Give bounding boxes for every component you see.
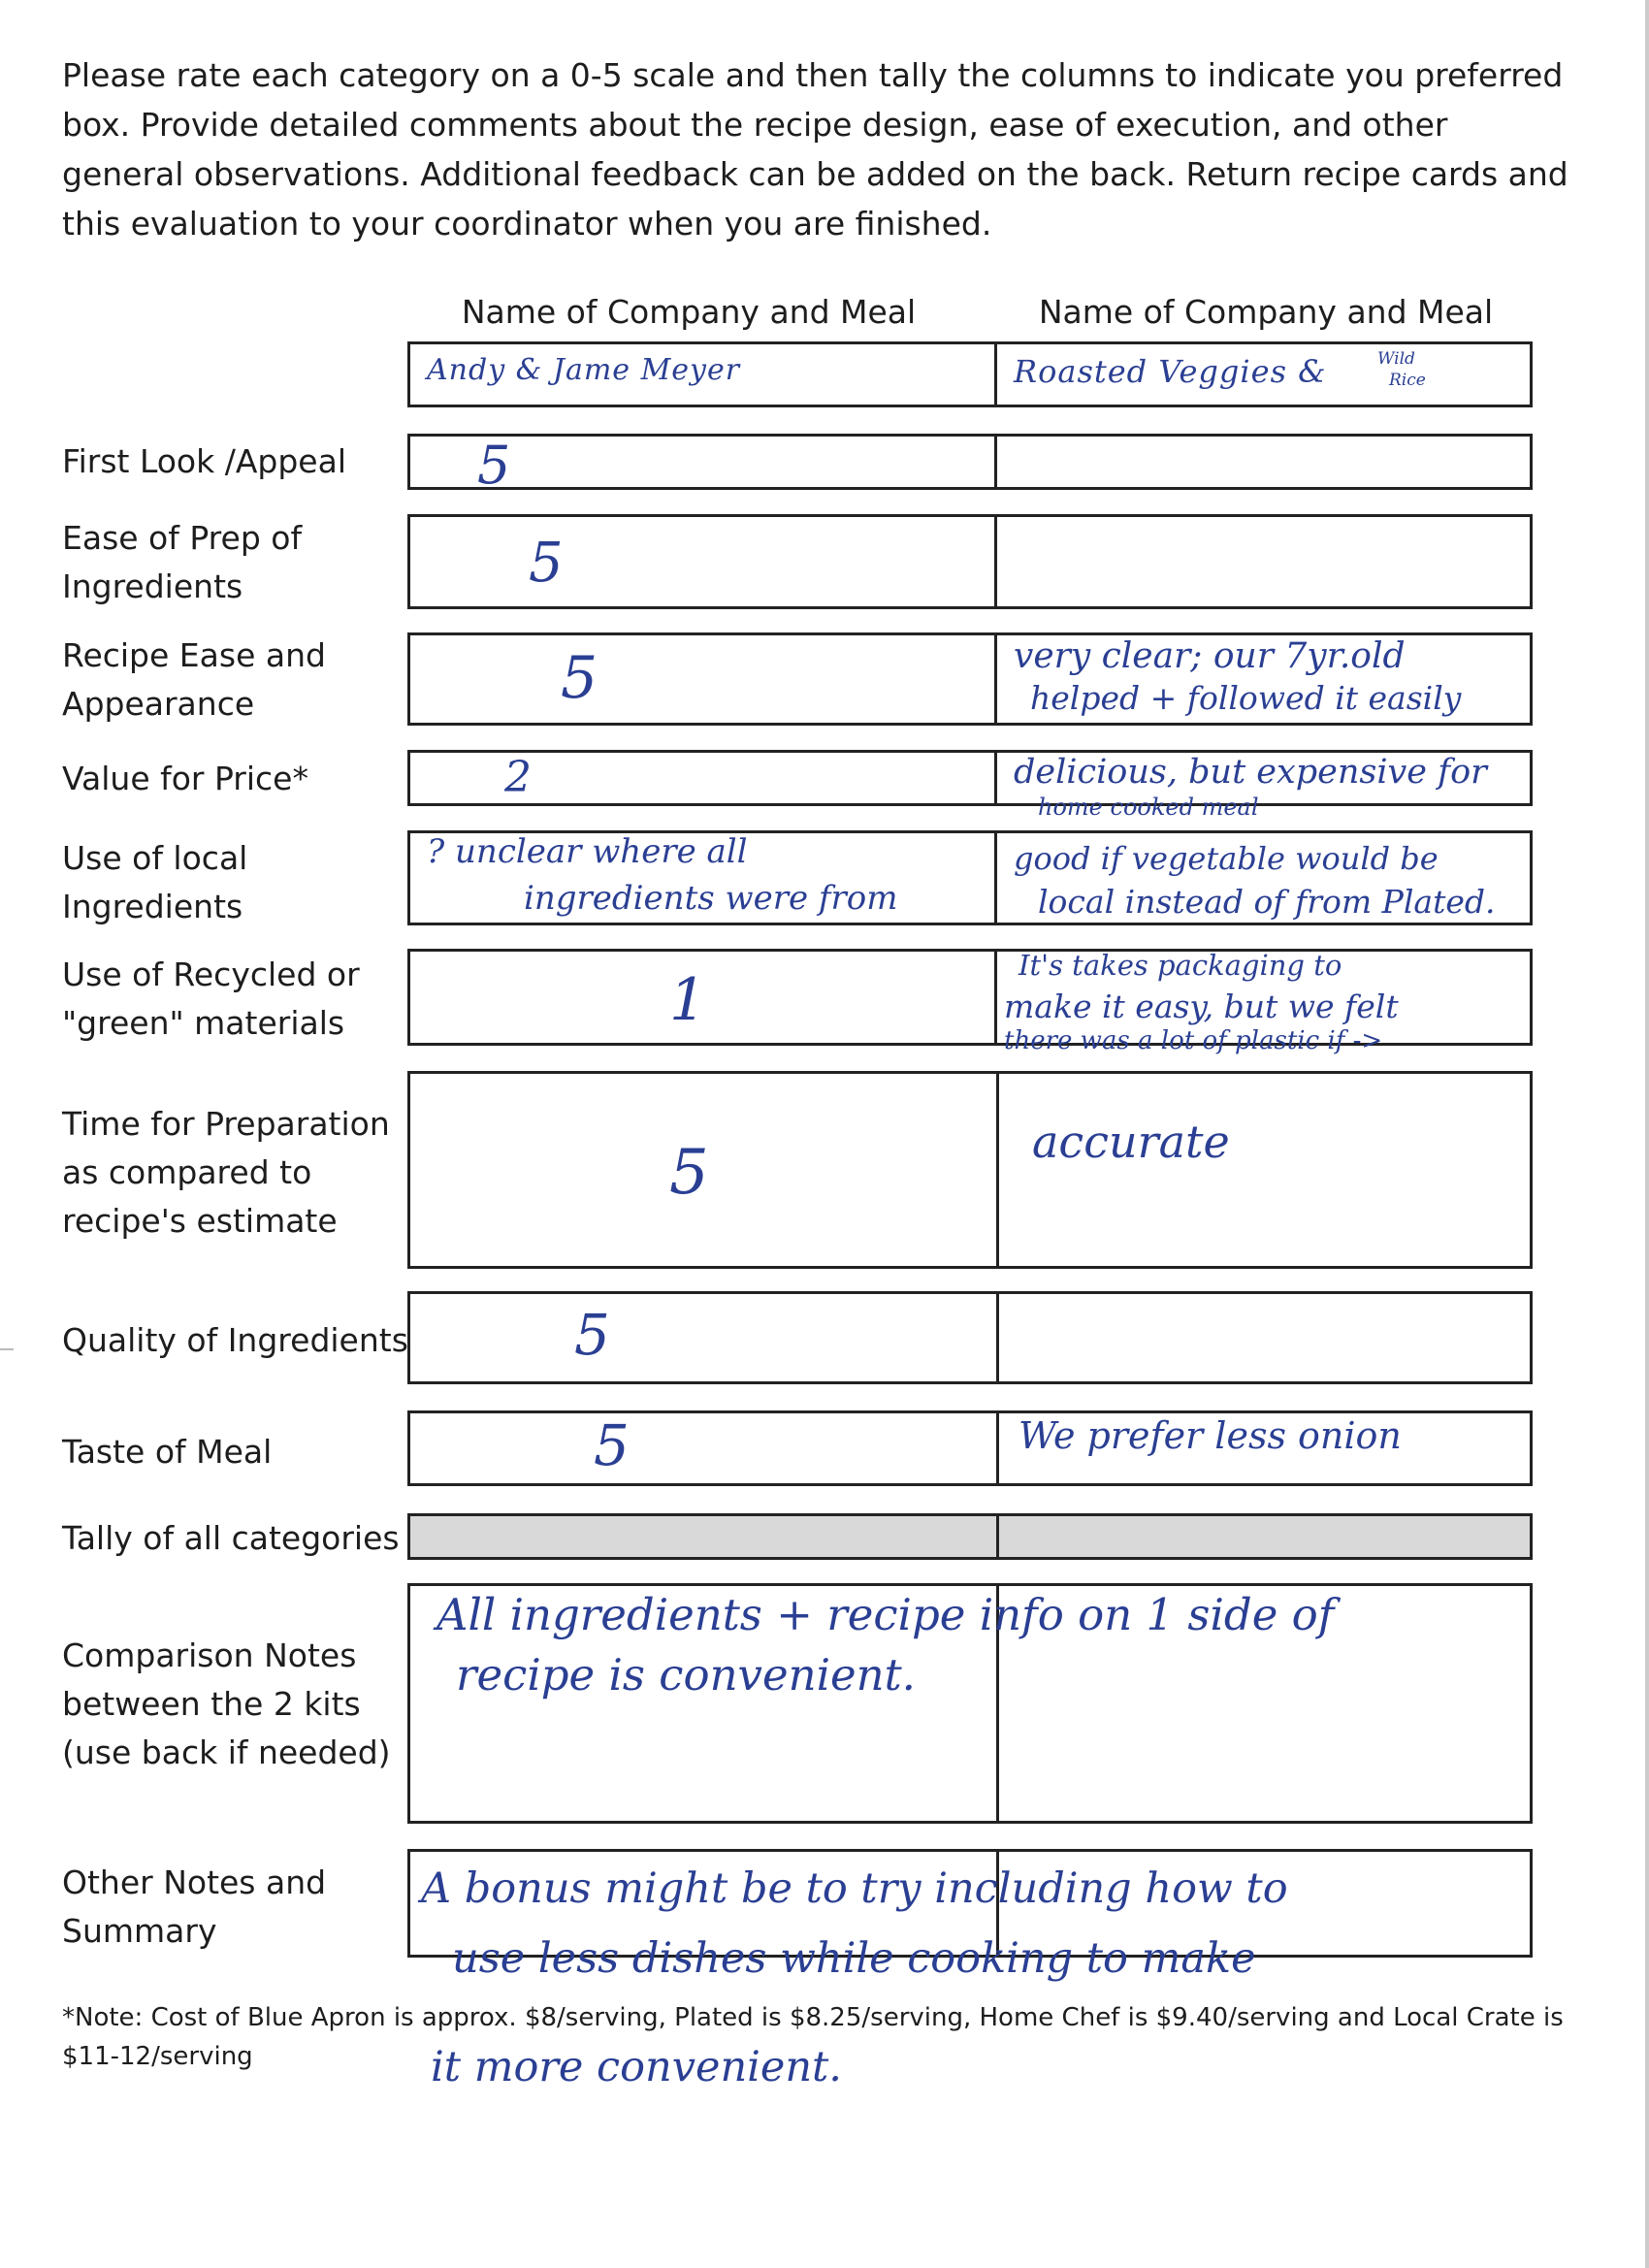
name-entry-col2-small-top: Wild: [1377, 349, 1415, 369]
comparison-notes-line1: All ingredients + recipe info on 1 side of: [436, 1589, 1335, 1640]
other-notes-line2: use less dishes while cooking to make: [452, 1934, 1256, 1983]
row-label-tally: Tally of all categories: [62, 1519, 400, 1557]
rating-value-for-price-col1: 2: [504, 753, 532, 802]
row-label-taste-of-meal: Taste of Meal: [62, 1433, 273, 1471]
name-entry-col2-small-bottom: Rice: [1389, 371, 1426, 390]
row-label-ease-of-prep: Ease of Prep of Ingredients: [62, 519, 303, 605]
other-notes-line1: A bonus might be to try including how to: [421, 1864, 1288, 1913]
row-label-other-notes: Other Notes and Summary: [62, 1863, 327, 1950]
rating-ease-of-prep-col1: 5: [529, 532, 564, 595]
comment-recycled-line3: there was a lot of plastic if ->: [1004, 1026, 1383, 1055]
scan-edge-shadow: [1645, 0, 1649, 2268]
rating-taste-of-meal-col1: 5: [594, 1412, 630, 1478]
comment-recycled-line1: It's takes packaging to: [1018, 949, 1342, 982]
row-divider-quality-of-ingredients: [996, 1291, 999, 1384]
comment-value-for-price-line1: delicious, but expensive for: [1014, 753, 1487, 792]
scan-edge-mark: [0, 1348, 14, 1350]
row-label-value-for-price: Value for Price*: [62, 760, 308, 797]
name-row-divider: [994, 341, 997, 407]
comment-taste-of-meal-col2: We prefer less onion: [1018, 1414, 1402, 1457]
comparison-notes-line2: recipe is convenient.: [456, 1649, 916, 1701]
row-label-recycled: Use of Recycled or "green" materials: [62, 956, 360, 1042]
rating-first-look-col1: 5: [477, 435, 511, 496]
comment-local-ingredients-col2-line1: good if vegetable would be: [1014, 840, 1439, 877]
other-notes-line3: it more convenient.: [431, 2043, 842, 2091]
rating-time-for-preparation-col1: 5: [669, 1137, 709, 1209]
row-label-quality-of-ingredients: Quality of Ingredients: [62, 1321, 408, 1359]
name-entry-col1: Andy & Jame Meyer: [427, 353, 741, 387]
column-header-2: Name of Company and Meal: [1038, 293, 1494, 331]
footnote: *Note: Cost of Blue Apron is approx. $8/serving, Plated is $8.25/serving, Home Chef is $9.40/serving and Local Crate is $11-12/serving: [62, 2003, 1564, 2071]
comment-recipe-ease-line2: helped + followed it easily: [1030, 679, 1462, 717]
row-divider-first-look: [994, 434, 997, 490]
row-label-local-ingredients: Use of local Ingredients: [62, 839, 248, 925]
rating-quality-of-ingredients-col1: 5: [574, 1302, 610, 1368]
row-divider-tally: [996, 1513, 999, 1560]
row-box-time-for-preparation: [407, 1071, 1533, 1269]
row-box-tally: [407, 1513, 1533, 1560]
comment-local-ingredients-col2-line2: local instead of from Plated.: [1038, 883, 1496, 921]
row-divider-recipe-ease: [994, 632, 997, 726]
row-label-first-look: First Look /Appeal: [62, 442, 347, 480]
comment-recipe-ease-line1: very clear; our 7yr.old: [1014, 636, 1406, 676]
row-divider-recycled: [994, 949, 997, 1046]
row-divider-taste-of-meal: [996, 1410, 999, 1486]
column-header-1: Name of Company and Meal: [461, 293, 917, 331]
row-box-first-look: [407, 434, 1533, 490]
row-divider-time-for-preparation: [996, 1071, 999, 1269]
row-label-comparison-notes: Comparison Notes between the 2 kits (use back if needed): [62, 1636, 391, 1771]
row-box-ease-of-prep: [407, 514, 1533, 609]
comment-local-ingredients-col1-line1: ? unclear where all: [427, 832, 748, 871]
row-divider-value-for-price: [994, 750, 997, 806]
name-entry-col2: Roasted Veggies &: [1014, 353, 1327, 390]
comment-time-for-preparation-col2: accurate: [1032, 1116, 1230, 1168]
row-label-time-for-preparation: Time for Preparation as compared to recipe's estimate: [62, 1105, 390, 1240]
rating-recycled-col1: 1: [669, 966, 707, 1034]
row-label-recipe-ease: Recipe Ease and Appearance: [62, 636, 326, 723]
rating-recipe-ease-col1: 5: [561, 644, 598, 712]
instructions-text: Please rate each category on a 0-5 scale and then tally the columns to indicate you preferred box. Provide detailed comments about the recipe design, ease of execution, and other general observations. Additional feedback can be added on the back. Return recipe cards and this evaluation to your coordinator when you are finished.: [62, 56, 1568, 243]
row-divider-ease-of-prep: [994, 514, 997, 609]
comment-value-for-price-line2: home cooked meal: [1038, 794, 1259, 821]
row-divider-local-ingredients: [994, 830, 997, 925]
comment-recycled-line2: make it easy, but we felt: [1004, 988, 1399, 1025]
comment-local-ingredients-col1-line2: ingredients were from: [524, 879, 898, 918]
